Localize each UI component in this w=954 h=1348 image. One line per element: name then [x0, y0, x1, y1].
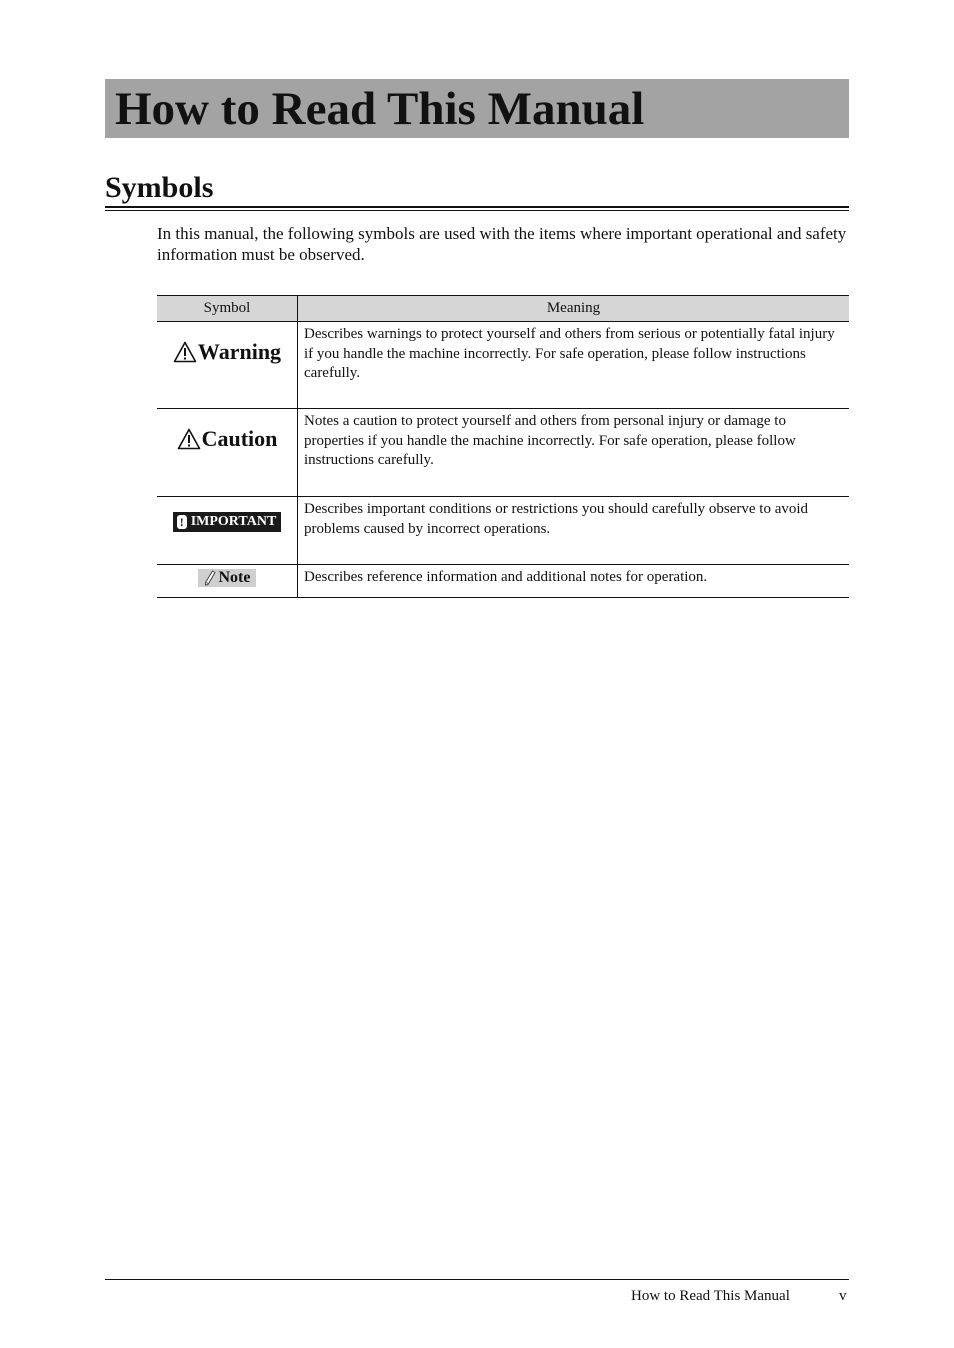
- note-label: Note: [218, 569, 251, 586]
- meaning-cell: Describes warnings to protect yourself and others from serious or potentially fatal injury if you handle the machine incorrectly. For safe operation, please follow instructions carefully.: [298, 322, 850, 409]
- meaning-cell: Notes a caution to protect yourself and others from personal injury or damage to properties if you handle the machine incorrectly. For safe operation, please follow instructions carefully.: [298, 409, 850, 497]
- section-divider: [105, 206, 849, 208]
- table-row: [157, 322, 849, 409]
- important-badge: [173, 512, 282, 532]
- symbol-cell: [157, 565, 298, 598]
- meaning-cell: Describes important conditions or restrictions you should carefully observe to avoid problems caused by incorrect operations.: [298, 497, 850, 565]
- warning-triangle-icon: [173, 341, 197, 363]
- page-number: v: [839, 1288, 847, 1304]
- page-title: How to Read This Manual: [115, 83, 645, 135]
- symbol-cell: [157, 322, 298, 409]
- meaning-column-header: Meaning: [298, 296, 850, 322]
- exclamation-icon: !: [177, 515, 187, 529]
- important-label: IMPORTANT: [190, 514, 277, 529]
- warning-symbol: [173, 339, 281, 365]
- table-row: [157, 409, 849, 497]
- caution-triangle-icon: [177, 428, 201, 450]
- table-row: [157, 497, 849, 565]
- page-title-bar: [105, 79, 849, 138]
- symbol-cell: [157, 409, 298, 497]
- warning-label: Warning: [197, 339, 282, 364]
- note-badge: [198, 569, 257, 587]
- intro-paragraph: In this manual, the following symbols are used with the items where important operational and safety information must be observed.: [157, 224, 847, 264]
- symbol-cell: [157, 497, 298, 565]
- section-divider-thin: [105, 210, 849, 211]
- caution-symbol: [177, 426, 278, 452]
- pencil-icon: [204, 570, 216, 586]
- symbols-table: [157, 295, 849, 598]
- section-heading: Symbols: [105, 171, 214, 204]
- caution-label: Caution: [201, 426, 278, 451]
- meaning-cell: Describes reference information and additional notes for operation.: [298, 565, 850, 598]
- symbol-column-header: Symbol: [157, 296, 298, 322]
- footer-divider: [105, 1279, 849, 1280]
- footer-title: How to Read This Manual: [631, 1288, 790, 1304]
- table-header-row: [157, 296, 849, 322]
- table-row: [157, 565, 849, 598]
